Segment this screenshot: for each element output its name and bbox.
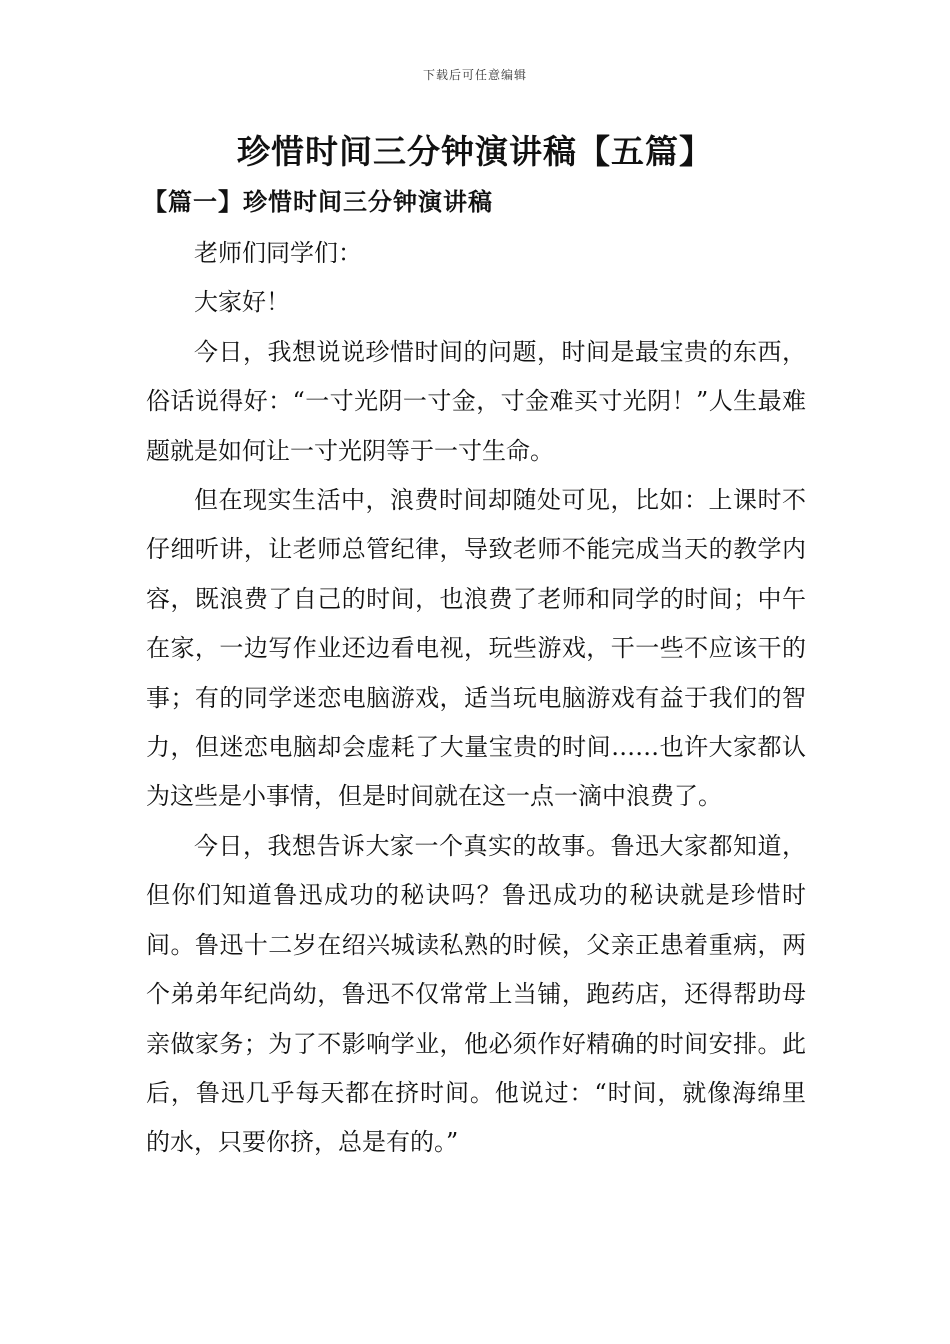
paragraph-examples: 但在现实生活中，浪费时间却随处可见，比如：上课时不仔细听讲，让老师总管纪律，导致老师不能完成当天的教学内容，既浪费了自己的时间，也浪费了老师和同学的时间；中午在家，一边写作业还边看电视，玩些游戏，干一些不应该干的事；有的同学迷恋电脑游戏，适当玩电脑游戏有益于我们的智力，但迷恋电脑却会虚耗了大量宝贵的时间……也许大家都认为这些是小事情，但是时间就在这一点一滴中浪费了。 <box>146 486 806 811</box>
document-body <box>146 229 806 1168</box>
greeting-hello: 大家好！ <box>194 288 290 317</box>
document-title: 珍惜时间三分钟演讲稿【五篇】 <box>237 132 713 171</box>
section-heading: 【篇一】珍惜时间三分钟演讲稿 <box>143 187 493 216</box>
paragraph-intro: 今日，我想说说珍惜时间的问题，时间是最宝贵的东西，俗话说得好：“一寸光阴一寸金，寸金难买寸光阴！”人生最难题就是如何让一寸光阴等于一寸生命。 <box>146 337 806 465</box>
paragraph-luxun-story: 今日，我想告诉大家一个真实的故事。鲁迅大家都知道，但你们知道鲁迅成功的秘诀吗？鲁迅成功的秘诀就是珍惜时间。鲁迅十二岁在绍兴城读私熟的时候，父亲正患着重病，两个弟弟年纪尚幼，鲁迅不仅常常上当铺，跑药店，还得帮助母亲做家务；为了不影响学业，他必须作好精确的时间安排。此后，鲁迅几乎每天都在挤时间。他说过：“时间，就像海绵里的水，只要你挤，总是有的。” <box>146 831 806 1157</box>
greeting-line: 老师们同学们： <box>194 239 362 267</box>
header-note: 下载后可任意编辑 <box>422 68 527 82</box>
